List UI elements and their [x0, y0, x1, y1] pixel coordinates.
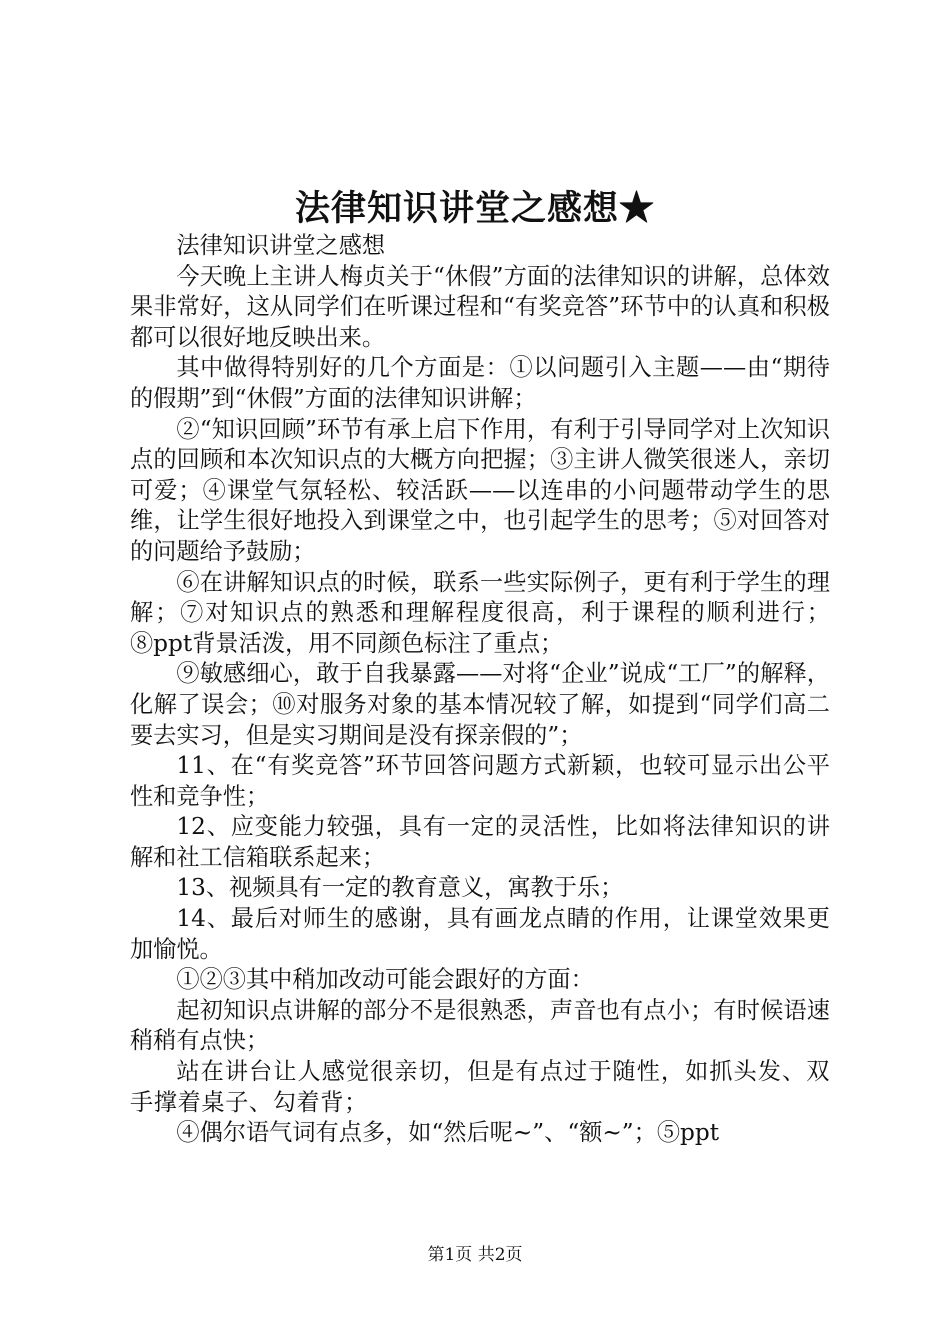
paragraph-improvement-3: ④偶尔语气词有点多，如“然后呢~”、“额~”；⑤ppt — [176, 1119, 720, 1147]
paragraph-point-12: 12、应变能力较强，具有一定的灵活性，比如将法律知识的讲解和社工信箱联系起来； — [130, 813, 830, 871]
paragraph-points-9-10: ⑨敏感细心，敢于自我暴露——对将“企业”说成“工厂”的解释，化解了误会；⑩对服务对象的基本情况较了解，如提到“同学们高二要去实习，但是实习期间是没有探亲假的”； — [130, 660, 830, 749]
paragraph-improvements-heading: ①②③其中稍加改动可能会跟好的方面： — [176, 966, 594, 994]
paragraph-points-6-8: ⑥在讲解知识点的时候，联系一些实际例子，更有利于学生的理解；⑦对知识点的熟悉和理解程度很高，利于课程的顺利进行；⑧ppt背景活泼，用不同颜色标注了重点； — [130, 568, 830, 657]
paragraph-point-11: 11、在“有奖竞答”环节回答问题方式新颖，也较可显示出公平性和竞争性； — [130, 752, 830, 810]
paragraph-subtitle: 法律知识讲堂之感想 — [176, 232, 386, 259]
paragraph-improvement-2: 站在讲台让人感觉很亲切，但是有点过于随性，如抓头发、双手撑着桌子、勾着背； — [130, 1058, 830, 1116]
page-footer: 第1页 共2页 — [427, 1245, 523, 1265]
paragraph-point-1: 其中做得特别好的几个方面是：①以问题引入主题——由“期待的假期”到“休假”方面的法律知识讲解； — [130, 354, 830, 412]
paragraph-improvement-1: 起初知识点讲解的部分不是很熟悉，声音也有点小；有时候语速稍稍有点快； — [130, 996, 830, 1055]
paragraph-point-14: 14、最后对师生的感谢，具有画龙点睛的作用，让课堂效果更加愉悦。 — [130, 905, 830, 963]
paragraph-points-2-5: ②“知识回顾”环节有承上启下作用，有利于引导同学对上次知识点的回顾和本次知识点的大概方向把握；③主讲人微笑很迷人，亲切可爱；④课堂气氛轻松、较活跃——以连串的小问题带动学生的思维，让学生很好地投入到课堂之中，也引起学生的思考；⑤对回答对的问题给予鼓励； — [130, 415, 830, 565]
document-title: 法律知识讲堂之感想★ — [294, 188, 655, 229]
paragraph-intro: 今天晚上主讲人梅贞关于“休假”方面的法律知识的讲解，总体效果非常好，这从同学们在听课过程和“有奖竞答”环节中的认真和积极都可以很好地反映出来。 — [130, 262, 830, 351]
document-body — [130, 231, 830, 1149]
paragraph-point-13: 13、视频具有一定的教育意义，寓教于乐； — [176, 874, 624, 902]
